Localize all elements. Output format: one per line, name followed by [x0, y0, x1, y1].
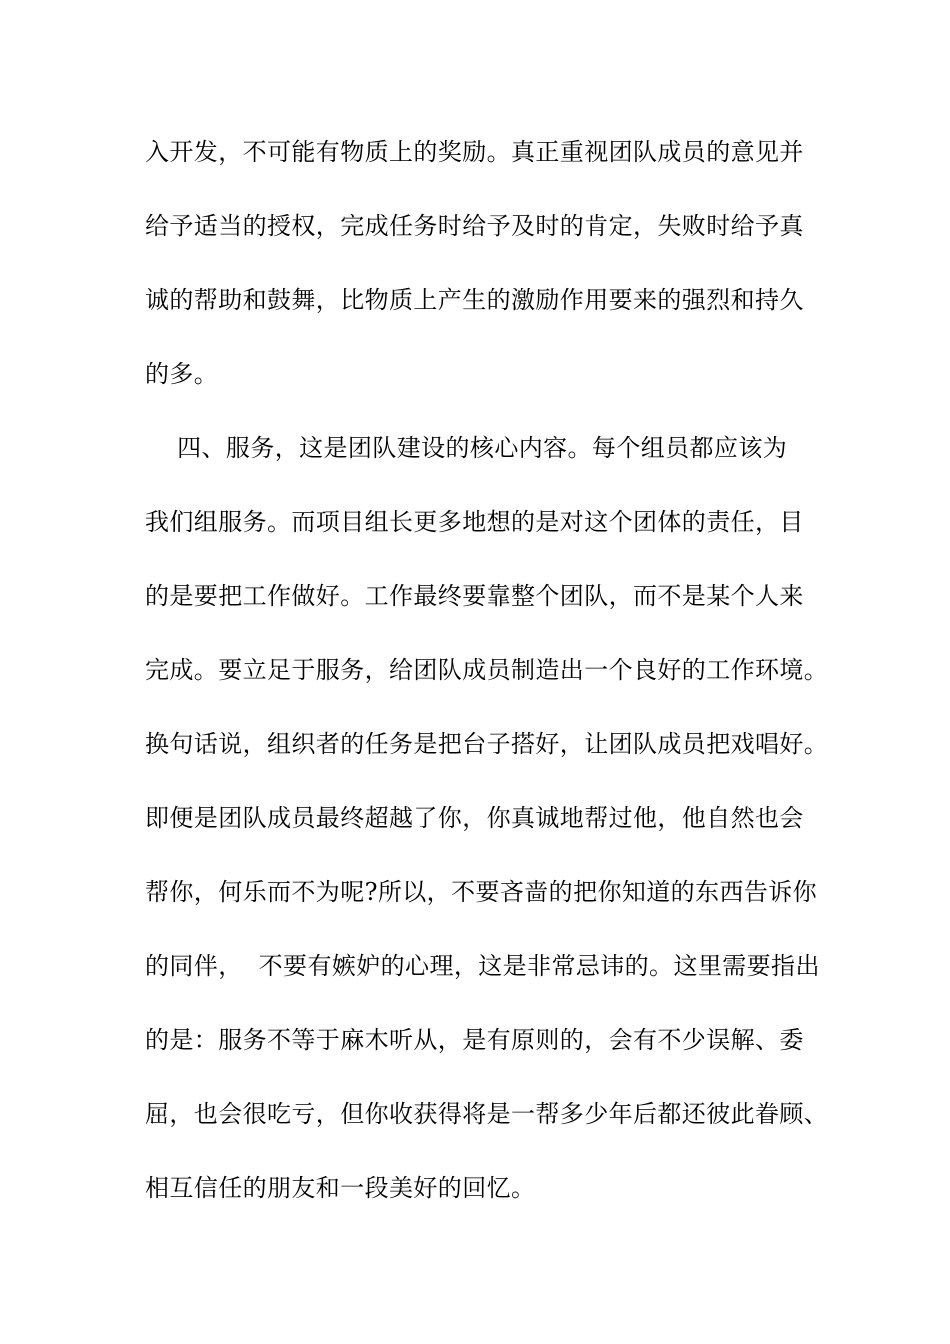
paragraph-line: 给予适当的授权，完成任务时给予及时的肯定，失败时给予真 — [145, 212, 804, 240]
paragraph-line: 的是要把工作做好。工作最终要靠整个团队，而不是某个人来 — [145, 582, 804, 610]
paragraph-line: 的多。 — [145, 360, 219, 388]
paragraph-line: 屈，也会很吃亏，但你收获得将是一帮多少年后都还彼此眷顾、 — [145, 1100, 829, 1128]
paragraph-line: 完成。要立足于服务，给团队成员制造出一个良好的工作环境。 — [145, 656, 829, 684]
paragraph-line: 的同伴， 不要有嫉妒的心理，这是非常忌讳的。这里需要指出 — [145, 952, 820, 980]
paragraph-line: 诚的帮助和鼓舞，比物质上产生的激励作用要来的强烈和持久 — [145, 286, 804, 314]
paragraph-line: 换句话说，组织者的任务是把台子搭好，让团队成员把戏唱好。 — [145, 730, 829, 758]
paragraph-line: 四、服务，这是团队建设的核心内容。每个组员都应该为 — [145, 434, 788, 462]
paragraph-line: 即便是团队成员最终超越了你，你真诚地帮过他，他自然也会 — [145, 804, 804, 832]
paragraph-line: 帮你，何乐而不为呢?所以，不要吝啬的把你知道的东西告诉你 — [145, 878, 818, 906]
paragraph-line: 我们组服务。而项目组长更多地想的是对这个团体的责任，目 — [145, 508, 804, 536]
paragraph-line: 相互信任的朋友和一段美好的回忆。 — [145, 1174, 536, 1202]
paragraph-line: 的是：服务不等于麻木听从，是有原则的，会有不少误解、委 — [145, 1026, 804, 1054]
paragraph-line: 入开发，不可能有物质上的奖励。真正重视团队成员的意见并 — [145, 138, 804, 166]
